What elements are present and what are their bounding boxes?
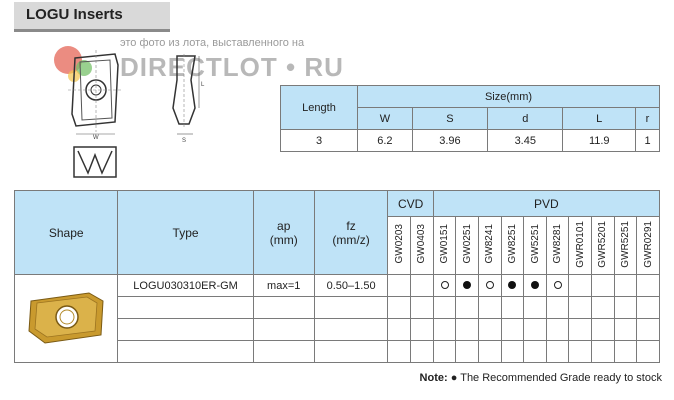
insert-bottom-view-drawing <box>70 143 120 181</box>
title-bar <box>14 2 170 32</box>
size-col-s: S <box>412 108 487 130</box>
fz-header <box>314 191 388 275</box>
ap-label: ap <box>277 218 291 233</box>
shape-header: Shape <box>15 191 118 275</box>
size-col-l: L <box>563 108 636 130</box>
fz-label: fz <box>346 218 356 233</box>
mark-gwr5201 <box>592 275 615 297</box>
grade-label: GWR0101 <box>574 220 586 268</box>
note-label: Note: <box>419 372 448 384</box>
grade-col-gwr5251 <box>614 217 637 275</box>
size-w-value: 6.2 <box>358 130 413 152</box>
insert-photo-icon <box>23 287 109 347</box>
table-row <box>15 275 660 297</box>
grade-col-gw0403 <box>411 217 434 275</box>
grade-label: GW0203 <box>393 224 405 264</box>
footnote <box>420 372 662 384</box>
available-grade-icon <box>486 281 494 289</box>
grade-label: GWR5201 <box>597 220 609 268</box>
grade-col-gw0203 <box>388 217 411 275</box>
size-r-value: 1 <box>636 130 660 152</box>
type-header: Type <box>118 191 253 275</box>
mark-gwr0291 <box>637 275 660 297</box>
grade-col-gw8251 <box>501 217 524 275</box>
note-text: ● The Recommended Grade ready to stock <box>450 372 662 384</box>
mark-gwr0101 <box>569 275 592 297</box>
grade-label: GWR0291 <box>642 220 654 268</box>
recommended-grade-icon <box>463 281 471 289</box>
grade-table <box>14 190 660 363</box>
size-d-value: 3.45 <box>488 130 563 152</box>
grade-label: GW8241 <box>484 224 496 264</box>
fz-unit: (mm/z) <box>332 232 370 247</box>
grade-label: GW0403 <box>416 224 428 264</box>
length-header: Length <box>281 86 358 130</box>
insert-shape-cell <box>15 275 118 363</box>
fz-value: 0.50–1.50 <box>314 275 388 297</box>
grade-col-gw8241 <box>478 217 501 275</box>
svg-text:L: L <box>201 82 205 88</box>
ap-unit: (mm) <box>269 232 298 247</box>
ap-value: max=1 <box>253 275 314 297</box>
type-value: LOGU030310ER-GM <box>118 275 253 297</box>
mark-gw0151 <box>433 275 456 297</box>
pvd-header: PVD <box>433 191 659 217</box>
grade-label: GW0251 <box>461 224 473 264</box>
size-length-value: 3 <box>281 130 358 152</box>
grade-col-gw5251 <box>524 217 547 275</box>
grade-label: GW0151 <box>439 224 451 264</box>
grade-label: GW5251 <box>529 224 541 264</box>
grade-col-gwr5201 <box>592 217 615 275</box>
insert-side-view-drawing <box>165 50 215 150</box>
grade-col-gwr0291 <box>637 217 660 275</box>
grade-label: GW8281 <box>552 224 564 264</box>
page-title: LOGU Inserts <box>26 6 123 23</box>
grade-label: GWR5251 <box>619 220 631 268</box>
mark-gw0203 <box>388 275 411 297</box>
mark-gw8251 <box>501 275 524 297</box>
size-l-value: 11.9 <box>563 130 636 152</box>
watermark-logo-text: DIRECTLOT • RU <box>120 52 344 82</box>
size-col-r: r <box>636 108 660 130</box>
size-s-value: 3.96 <box>412 130 487 152</box>
grade-col-gw0151 <box>433 217 456 275</box>
grade-col-gw8281 <box>546 217 569 275</box>
mark-gw0403 <box>411 275 434 297</box>
size-table <box>280 85 660 152</box>
mark-gw0251 <box>456 275 479 297</box>
grade-label: GW8251 <box>506 224 518 264</box>
available-grade-icon <box>441 281 449 289</box>
grade-col-gwr0101 <box>569 217 592 275</box>
size-col-w: W <box>358 108 413 130</box>
mark-gw8241 <box>478 275 501 297</box>
grade-col-gw0251 <box>456 217 479 275</box>
mark-gw8281 <box>546 275 569 297</box>
cvd-header: CVD <box>388 191 433 217</box>
insert-front-view-drawing <box>60 40 130 140</box>
size-header: Size(mm) <box>358 86 660 108</box>
recommended-grade-icon <box>531 281 539 289</box>
svg-text:S: S <box>182 138 187 144</box>
mark-gw5251 <box>524 275 547 297</box>
watermark-caption: это фото из лота, выставленного на <box>120 37 305 49</box>
svg-text:W: W <box>93 135 99 140</box>
recommended-grade-icon <box>508 281 516 289</box>
ap-header <box>253 191 314 275</box>
size-col-d: d <box>488 108 563 130</box>
mark-gwr5251 <box>614 275 637 297</box>
available-grade-icon <box>554 281 562 289</box>
